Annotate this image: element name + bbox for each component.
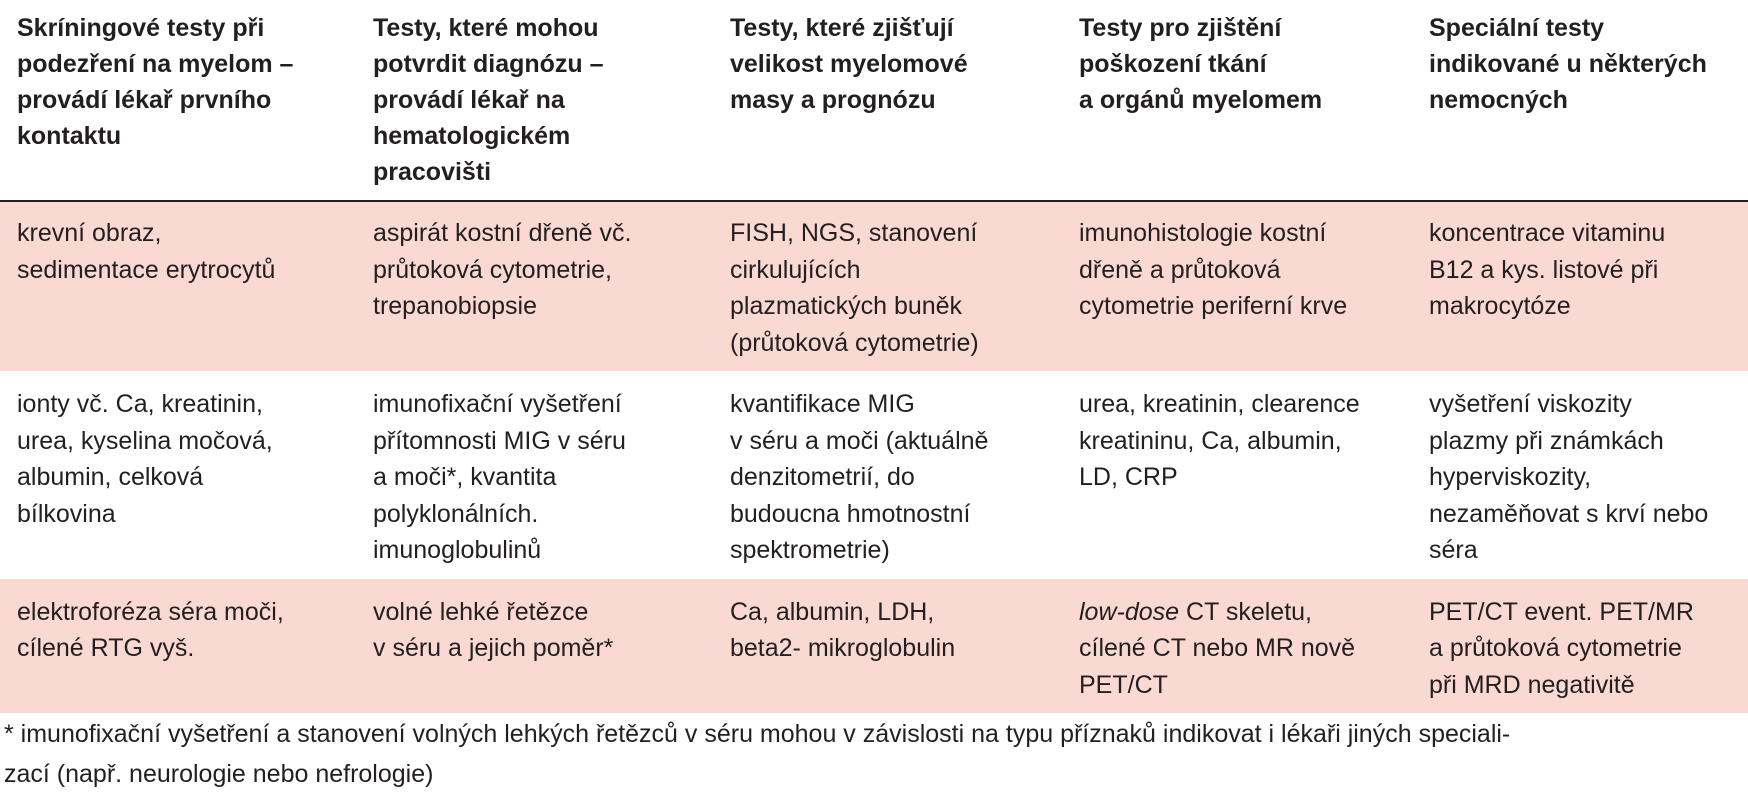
table-row bbox=[0, 372, 1748, 580]
table-cell: kvantifikace MIG v séru a moči (aktuálně denzitometrií, do budoucna hmotnostní spektrometrie) bbox=[713, 372, 1062, 580]
table-cell: urea, kreatinin, clearence kreatininu, Ca, albumin, LD, CRP bbox=[1062, 372, 1412, 580]
header-organ-damage: Testy pro zjištění poškození tkání a orgánů myelomem bbox=[1079, 14, 1323, 114]
table-cell: low-dose CT skeletu, cílené CT nebo MR nově PET/CT bbox=[1062, 580, 1412, 714]
table-cell: PET/CT event. PET/MR a průtoková cytometrie při MRD negativitě bbox=[1412, 580, 1748, 714]
table-footnote: * imunofixační vyšetření a stanovení volných lehkých řetězců v séru mohou v závislosti na typu příznaků indikovat i lékaři jiných speciali- zací (např. neurologie nebo nefrologie) bbox=[4, 720, 1511, 788]
table-cell: imunofixační vyšetření přítomnosti MIG v séru a moči*, kvantita polyklonálních. imunoglobulinů bbox=[356, 372, 713, 580]
table-cell: vyšetření viskozity plazmy při známkách hyperviskozity, nezaměňovat s krví nebo séra bbox=[1412, 372, 1748, 580]
header-confirm-diagnosis: Testy, které mohou potvrdit diagnózu – provádí lékař na hematologickém pracovišti bbox=[373, 14, 604, 186]
header-special-tests: Speciální testy indikované u některých nemocných bbox=[1429, 14, 1707, 114]
table-row bbox=[0, 580, 1748, 714]
table-cell: volné lehké řetězce v séru a jejich poměr* bbox=[356, 580, 713, 714]
table-cell: Ca, albumin, LDH, beta2- mikroglobulin bbox=[713, 580, 1062, 714]
table-cell: FISH, NGS, stanovení cirkulujících plazmatických buněk (průtoková cytometrie) bbox=[713, 201, 1062, 372]
table-header-row bbox=[0, 0, 1748, 201]
header-myeloma-mass: Testy, které zjišťují velikost myelomové masy a prognózu bbox=[730, 14, 968, 114]
header-screening-tests: Skríningové testy při podezření na myelom – provádí lékař prvního kontaktu bbox=[17, 14, 294, 150]
table-cell: imunohistologie kostní dřeně a průtoková cytometrie periferní krve bbox=[1062, 201, 1412, 372]
table-row bbox=[0, 201, 1748, 372]
table-cell: aspirát kostní dřeně vč. průtoková cytometrie, trepanobiopsie bbox=[356, 201, 713, 372]
table-cell: koncentrace vitaminu B12 a kys. listové při makrocytóze bbox=[1412, 201, 1748, 372]
table-cell: elektroforéza séra moči, cílené RTG vyš. bbox=[0, 580, 356, 714]
table-cell: krevní obraz, sedimentace erytrocytů bbox=[0, 201, 356, 372]
table-cell: ionty vč. Ca, kreatinin, urea, kyselina močová, albumin, celková bílkovina bbox=[0, 372, 356, 580]
